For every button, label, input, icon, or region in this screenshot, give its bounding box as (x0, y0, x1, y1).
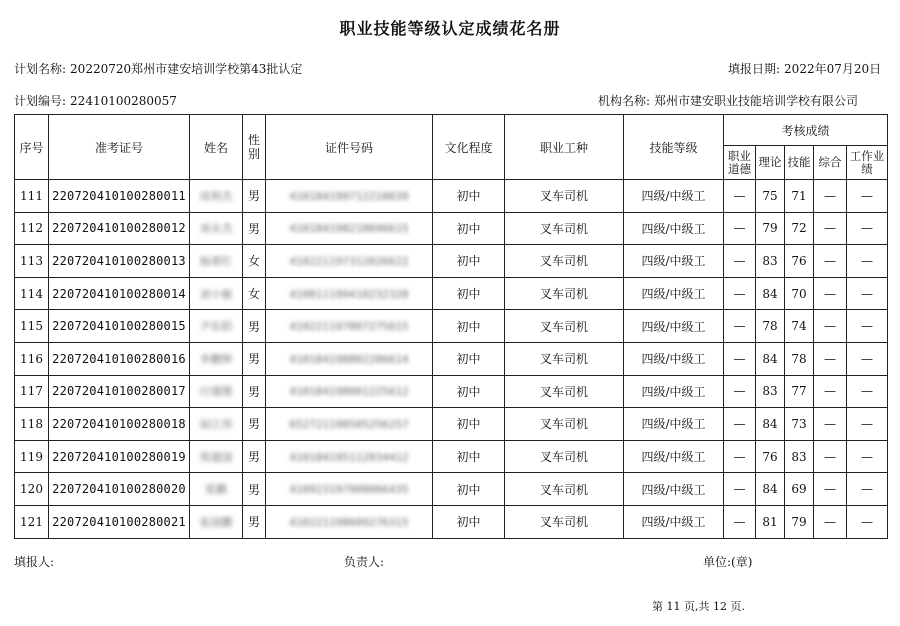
cell-name (190, 342, 243, 375)
cell-id-no-redacted: 410221198609276315 (289, 515, 409, 529)
cell-theory: 84 (756, 473, 785, 506)
cell-comprehensive: — (814, 440, 847, 473)
plan-name-label: 计划名称: (14, 62, 67, 76)
cell-id-no (266, 310, 433, 343)
cell-theory: 83 (756, 375, 785, 408)
cell-gender: 女 (243, 277, 266, 310)
cell-comprehensive: — (814, 375, 847, 408)
cell-ethics: — (724, 212, 756, 245)
unit-seal: 单位:(章) (703, 555, 753, 569)
cell-occupation: 叉车司机 (505, 212, 624, 245)
cell-name-redacted: 渠鹏 (205, 483, 227, 497)
cell-education: 初中 (433, 375, 505, 408)
cell-work-performance: — (847, 245, 888, 278)
cell-seq: 114 (15, 277, 49, 310)
cell-occupation: 叉车司机 (505, 375, 624, 408)
cell-id-no-redacted: 410184198210046615 (289, 222, 409, 236)
cell-level: 四级/中级工 (624, 440, 724, 473)
plan-name-value: 20220720郑州市建安培训学校第43批认定 (70, 62, 303, 76)
cell-education: 初中 (433, 473, 505, 506)
cell-ethics: — (724, 245, 756, 278)
cell-name-redacted: 张国鹏 (199, 515, 233, 529)
page-indicator: 第 11 页,共 12 页. (652, 600, 745, 613)
cell-theory: 83 (756, 245, 785, 278)
cell-skill: 78 (785, 342, 814, 375)
plan-no-label: 计划编号: (14, 94, 67, 108)
cell-id-no (266, 440, 433, 473)
table-row (15, 375, 888, 408)
cell-occupation: 叉车司机 (505, 440, 624, 473)
cell-level: 四级/中级工 (624, 212, 724, 245)
cell-education: 初中 (433, 310, 505, 343)
cell-occupation: 叉车司机 (505, 342, 624, 375)
cell-education: 初中 (433, 277, 505, 310)
cell-ethics: — (724, 180, 756, 213)
cell-seq: 119 (15, 440, 49, 473)
cell-exam-no: 220720410100280015 (49, 310, 190, 343)
table-row (15, 180, 888, 213)
roster-body (15, 180, 888, 539)
cell-exam-no: 220720410100280012 (49, 212, 190, 245)
cell-name-redacted: 杨翠红 (199, 254, 233, 268)
cell-level: 四级/中级工 (624, 310, 724, 343)
table-row (15, 408, 888, 441)
cell-skill: 73 (785, 408, 814, 441)
cell-id-no (266, 212, 433, 245)
cell-skill: 71 (785, 180, 814, 213)
cell-id-no (266, 277, 433, 310)
cell-id-no-redacted: 410923197908066435 (289, 483, 409, 497)
cell-name-redacted: 尹东阳 (199, 320, 233, 334)
cell-level: 四级/中级工 (624, 505, 724, 538)
cell-id-no-redacted: 410221197807275615 (289, 320, 409, 334)
cell-id-no-redacted: 410184198802206614 (289, 352, 409, 366)
cell-work-performance: — (847, 440, 888, 473)
cell-comprehensive: — (814, 212, 847, 245)
header-comprehensive: 综合 (814, 146, 847, 180)
fill-date-label: 填报日期: (728, 62, 781, 76)
cell-comprehensive: — (814, 277, 847, 310)
cell-work-performance: — (847, 408, 888, 441)
cell-id-no (266, 505, 433, 538)
cell-theory: 84 (756, 408, 785, 441)
cell-work-performance: — (847, 212, 888, 245)
cell-occupation: 叉车司机 (505, 245, 624, 278)
cell-theory: 84 (756, 277, 785, 310)
cell-name (190, 212, 243, 245)
cell-ethics: — (724, 440, 756, 473)
cell-seq: 112 (15, 212, 49, 245)
cell-id-no (266, 180, 433, 213)
cell-occupation: 叉车司机 (505, 277, 624, 310)
cell-exam-no: 220720410100280017 (49, 375, 190, 408)
cell-work-performance: — (847, 310, 888, 343)
cell-id-no-redacted: 652721198505256257 (289, 417, 409, 431)
cell-seq: 111 (15, 180, 49, 213)
cell-gender: 男 (243, 212, 266, 245)
header-id-no: 证件号码 (266, 115, 433, 180)
document-title: 职业技能等级认定成绩花名册 (339, 19, 561, 38)
filler-signature: 填报人: (14, 555, 55, 569)
cell-ethics: — (724, 408, 756, 441)
cell-comprehensive: — (814, 310, 847, 343)
cell-occupation: 叉车司机 (505, 505, 624, 538)
header-work-performance: 工作业绩 (847, 146, 888, 180)
cell-name (190, 375, 243, 408)
table-row (15, 342, 888, 375)
cell-ethics: — (724, 277, 756, 310)
cell-ethics: — (724, 310, 756, 343)
header-skill: 技能 (785, 146, 814, 180)
table-row (15, 212, 888, 245)
cell-gender: 男 (243, 180, 266, 213)
cell-gender: 男 (243, 473, 266, 506)
cell-id-no-redacted: 410811199410232320 (289, 287, 409, 301)
cell-ethics: — (724, 473, 756, 506)
cell-skill: 77 (785, 375, 814, 408)
cell-seq: 115 (15, 310, 49, 343)
cell-theory: 84 (756, 342, 785, 375)
cell-occupation: 叉车司机 (505, 473, 624, 506)
cell-name-redacted: 周利杰 (199, 189, 233, 203)
cell-exam-no: 220720410100280020 (49, 473, 190, 506)
cell-gender: 男 (243, 342, 266, 375)
cell-id-no-redacted: 410184195112034412 (289, 450, 409, 464)
header-name: 姓名 (190, 115, 243, 180)
cell-work-performance: — (847, 277, 888, 310)
cell-name (190, 180, 243, 213)
header-scores-group: 考核成绩 (724, 115, 888, 146)
cell-comprehensive: — (814, 408, 847, 441)
cell-skill: 79 (785, 505, 814, 538)
cell-name-redacted: 付建刚 (199, 385, 233, 399)
cell-education: 初中 (433, 408, 505, 441)
cell-education: 初中 (433, 245, 505, 278)
org-value: 郑州市建安职业技能培训学校有限公司 (654, 94, 859, 108)
cell-seq: 116 (15, 342, 49, 375)
cell-work-performance: — (847, 375, 888, 408)
cell-level: 四级/中级工 (624, 245, 724, 278)
cell-seq: 117 (15, 375, 49, 408)
cell-education: 初中 (433, 180, 505, 213)
cell-name (190, 473, 243, 506)
cell-gender: 男 (243, 310, 266, 343)
cell-id-no-redacted: 410221197312026622 (289, 254, 409, 268)
header-level: 技能等级 (624, 115, 724, 180)
cell-theory: 75 (756, 180, 785, 213)
responsible-signature: 负责人: (344, 555, 385, 569)
fill-date-line (728, 60, 881, 77)
cell-skill: 74 (785, 310, 814, 343)
cell-name-redacted: 刘小敏 (199, 287, 233, 301)
cell-theory: 79 (756, 212, 785, 245)
cell-seq: 121 (15, 505, 49, 538)
cell-education: 初中 (433, 440, 505, 473)
cell-work-performance: — (847, 505, 888, 538)
cell-ethics: — (724, 505, 756, 538)
cell-name-redacted: 李鹏辉 (199, 352, 233, 366)
cell-gender: 女 (243, 245, 266, 278)
cell-gender: 男 (243, 375, 266, 408)
cell-level: 四级/中级工 (624, 473, 724, 506)
fill-date-value: 2022年07月20日 (784, 62, 882, 76)
cell-name (190, 408, 243, 441)
cell-comprehensive: — (814, 180, 847, 213)
cell-ethics: — (724, 375, 756, 408)
cell-occupation: 叉车司机 (505, 408, 624, 441)
cell-gender: 男 (243, 408, 266, 441)
cell-seq: 120 (15, 473, 49, 506)
cell-level: 四级/中级工 (624, 342, 724, 375)
header-ethics: 职业道德 (724, 146, 756, 180)
org-line (598, 92, 858, 109)
cell-level: 四级/中级工 (624, 375, 724, 408)
cell-level: 四级/中级工 (624, 277, 724, 310)
cell-comprehensive: — (814, 473, 847, 506)
table-row (15, 440, 888, 473)
score-roster-table (14, 114, 888, 539)
cell-name (190, 277, 243, 310)
cell-ethics: — (724, 342, 756, 375)
cell-gender: 男 (243, 505, 266, 538)
cell-seq: 118 (15, 408, 49, 441)
table-row (15, 245, 888, 278)
cell-comprehensive: — (814, 245, 847, 278)
cell-exam-no: 220720410100280013 (49, 245, 190, 278)
cell-level: 四级/中级工 (624, 180, 724, 213)
cell-id-no-redacted: 410184199712210039 (289, 189, 409, 203)
plan-name-line (14, 60, 302, 77)
cell-id-no (266, 245, 433, 278)
cell-exam-no: 220720410100280014 (49, 277, 190, 310)
cell-id-no (266, 375, 433, 408)
cell-exam-no: 220720410100280016 (49, 342, 190, 375)
cell-theory: 81 (756, 505, 785, 538)
cell-occupation: 叉车司机 (505, 180, 624, 213)
cell-work-performance: — (847, 342, 888, 375)
cell-name (190, 310, 243, 343)
cell-work-performance: — (847, 180, 888, 213)
header-exam-no: 准考证号 (49, 115, 190, 180)
cell-education: 初中 (433, 342, 505, 375)
table-row (15, 310, 888, 343)
header-gender: 性别 (243, 115, 266, 180)
cell-education: 初中 (433, 505, 505, 538)
cell-id-no (266, 473, 433, 506)
cell-seq: 113 (15, 245, 49, 278)
plan-no-value: 22410100280057 (70, 94, 177, 108)
cell-skill: 76 (785, 245, 814, 278)
cell-comprehensive: — (814, 342, 847, 375)
cell-skill: 69 (785, 473, 814, 506)
cell-exam-no: 220720410100280021 (49, 505, 190, 538)
cell-name (190, 440, 243, 473)
table-row (15, 277, 888, 310)
header-seq: 序号 (15, 115, 49, 180)
cell-gender: 男 (243, 440, 266, 473)
cell-id-no (266, 408, 433, 441)
cell-name (190, 505, 243, 538)
cell-level: 四级/中级工 (624, 408, 724, 441)
cell-name-redacted: 郑建国 (199, 450, 233, 464)
cell-name-redacted: 刘永杰 (199, 222, 233, 236)
cell-name-redacted: 屈江伟 (199, 417, 233, 431)
header-education: 文化程度 (433, 115, 505, 180)
cell-theory: 78 (756, 310, 785, 343)
cell-skill: 83 (785, 440, 814, 473)
cell-work-performance: — (847, 473, 888, 506)
table-row (15, 473, 888, 506)
org-label: 机构名称: (598, 94, 651, 108)
cell-occupation: 叉车司机 (505, 310, 624, 343)
cell-exam-no: 220720410100280018 (49, 408, 190, 441)
table-row (15, 505, 888, 538)
cell-skill: 70 (785, 277, 814, 310)
header-occupation: 职业工种 (505, 115, 624, 180)
cell-exam-no: 220720410100280019 (49, 440, 190, 473)
cell-theory: 76 (756, 440, 785, 473)
plan-no-line (14, 92, 177, 109)
cell-education: 初中 (433, 212, 505, 245)
cell-id-no-redacted: 410184198001225612 (289, 385, 409, 399)
cell-id-no (266, 342, 433, 375)
cell-name (190, 245, 243, 278)
cell-comprehensive: — (814, 505, 847, 538)
cell-skill: 72 (785, 212, 814, 245)
header-theory: 理论 (756, 146, 785, 180)
cell-exam-no: 220720410100280011 (49, 180, 190, 213)
